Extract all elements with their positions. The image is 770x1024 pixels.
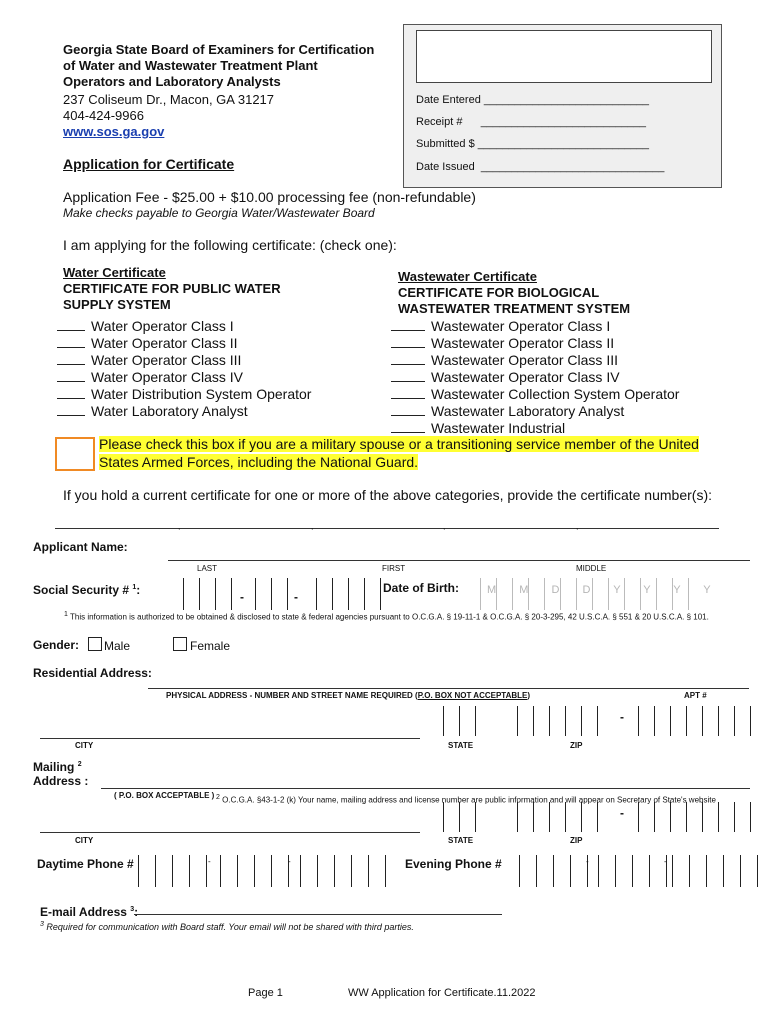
wastewater-option[interactable]: Wastewater Operator Class II [391, 335, 679, 352]
checks-payable: Make checks payable to Georgia Water/Wastewater Board [63, 206, 375, 220]
water-option[interactable]: Water Operator Class IV [57, 369, 311, 386]
phone-dash: - [664, 857, 667, 866]
mailing-address-label: Mailing $^2$ Address : [33, 760, 89, 788]
applicant-name-line[interactable] [168, 560, 750, 561]
page-number: Page 1 [248, 987, 283, 999]
city-line[interactable] [40, 738, 420, 739]
check-blank[interactable] [391, 386, 425, 399]
receipt-field: Receipt # ___________________________ [416, 116, 646, 128]
footnote-1: $^1$ This information is authorized to be obtained & disclosed to state & federal agencies pursuant to O.C.G.A. § 19-11-1 & O.C.G.A. § 20-3-295, 42 U.S.C.A. § 551 & 20 U.S.C.A. § 101. [64, 611, 709, 622]
male-label: Male [104, 639, 131, 653]
daytime-prefix-boxes[interactable] [220, 855, 289, 887]
water-option[interactable]: Water Distribution System Operator [57, 386, 311, 403]
ssn-dash: - [240, 590, 244, 604]
submitted-field: Submitted $ ____________________________ [416, 138, 650, 150]
board-name: Georgia State Board of Examiners for Certification of Water and Wastewater Treatment Plant Operators and Laboratory Analysts [63, 42, 375, 89]
board-phone: 404-424-9966 [63, 108, 144, 123]
date-issued-field: Date Issued ______________________________ [416, 161, 665, 173]
cert-separator: , [443, 522, 446, 531]
gender-label: Gender: [33, 638, 80, 652]
ssn-boxes-1[interactable] [183, 578, 232, 610]
dob-label: Date of Birth: [383, 581, 459, 595]
city-caption: CITY [75, 741, 94, 750]
document-code: WW Application for Certificate.11.2022 [348, 987, 536, 999]
state-boxes[interactable] [443, 706, 476, 736]
water-certificate-section: Water Certificate CERTIFICATE FOR PUBLIC WATER SUPPLY SYSTEM [63, 265, 281, 312]
footnote-3: $^3$ Required for communication with Board staff. Your email will not be shared with third parties. [40, 921, 414, 932]
ssn-dash: - [294, 590, 298, 604]
check-blank[interactable] [391, 318, 425, 331]
check-blank[interactable] [57, 403, 85, 416]
phone-dash: - [208, 857, 211, 866]
evening-line-boxes[interactable] [672, 855, 758, 887]
wastewater-option[interactable]: Wastewater Industrial [391, 420, 679, 437]
street-address-line[interactable] [148, 688, 749, 689]
dob-placeholder: M M D D Y Y Y Y [487, 584, 721, 596]
check-blank[interactable] [57, 352, 85, 365]
male-checkbox[interactable] [88, 637, 102, 651]
zip-dash: - [620, 710, 624, 724]
zip-caption: ZIP [570, 836, 583, 845]
wastewater-option[interactable]: Wastewater Operator Class III [391, 352, 679, 369]
cert-separator: , [576, 522, 579, 531]
applying-instructions: I am applying for the following certificate: (check one): [63, 237, 397, 253]
phone-dash: - [288, 857, 291, 866]
mailing-zip-ext-boxes[interactable] [638, 802, 751, 832]
evening-phone-label: Evening Phone # [405, 857, 502, 871]
residential-address-label: Residential Address: [33, 666, 152, 680]
first-name-caption: FIRST [382, 564, 406, 573]
mailing-state-boxes[interactable] [443, 802, 476, 832]
mailing-address-line[interactable] [101, 788, 750, 789]
military-statement: Please check this box if you are a military spouse or a transitioning service member of the United States Armed Forces, including the National Guard. [99, 436, 699, 470]
board-address: 237 Coliseum Dr., Macon, GA 31217 [63, 92, 275, 107]
email-input-line[interactable] [134, 914, 502, 915]
office-stamp-area [416, 30, 712, 83]
wastewater-option[interactable]: Wastewater Collection System Operator [391, 386, 679, 403]
female-label: Female [190, 639, 231, 653]
check-blank[interactable] [57, 318, 85, 331]
zip-caption: ZIP [570, 741, 583, 750]
female-checkbox[interactable] [173, 637, 187, 651]
check-blank[interactable] [57, 386, 85, 399]
ssn-boxes-3[interactable] [316, 578, 381, 610]
daytime-area-boxes[interactable] [138, 855, 207, 887]
water-option[interactable]: Water Operator Class III [57, 352, 311, 369]
daytime-phone-label: Daytime Phone # [37, 857, 134, 871]
check-blank[interactable] [391, 352, 425, 365]
street-caption: PHYSICAL ADDRESS - NUMBER AND STREET NAME REQUIRED (P.O. BOX NOT ACCEPTABLE) [166, 691, 531, 700]
footnote-2: $^2$ O.C.G.A. §43-1-2 (k) Your name, mailing address and license number are public information and will appear on Secretary of State's website [216, 794, 716, 805]
wastewater-option[interactable]: Wastewater Laboratory Analyst [391, 403, 679, 420]
military-checkbox[interactable] [55, 437, 95, 471]
email-label: E-mail Address $^3$: [40, 905, 139, 919]
middle-name-caption: MIDDLE [576, 564, 607, 573]
mailing-zip-boxes[interactable] [517, 802, 598, 832]
zip-boxes[interactable] [517, 706, 598, 736]
form-title: Application for Certificate [63, 156, 235, 172]
last-name-caption: LAST [197, 564, 218, 573]
mailing-city-line[interactable] [40, 832, 420, 833]
board-website-link[interactable]: www.sos.ga.gov [63, 124, 165, 139]
water-option[interactable]: Water Laboratory Analyst [57, 403, 311, 420]
check-blank[interactable] [57, 335, 85, 348]
wastewater-option[interactable]: Wastewater Operator Class IV [391, 369, 679, 386]
evening-area-boxes[interactable] [519, 855, 588, 887]
cert-separator: , [178, 522, 181, 531]
zip-ext-boxes[interactable] [638, 706, 751, 736]
ssn-boxes-2[interactable] [255, 578, 288, 610]
apt-caption: APT # [684, 691, 707, 700]
check-blank[interactable] [391, 369, 425, 382]
evening-prefix-boxes[interactable] [598, 855, 667, 887]
check-blank[interactable] [57, 369, 85, 382]
applicant-name-label: Applicant Name: [33, 540, 128, 554]
city-caption: CITY [75, 836, 94, 845]
check-blank[interactable] [391, 403, 425, 416]
po-box-acceptable: ( P.O. BOX ACCEPTABLE ) [114, 791, 215, 800]
certificate-numbers-line[interactable] [55, 528, 719, 529]
water-options [57, 318, 311, 420]
application-fee: Application Fee - $25.00 + $10.00 processing fee (non-refundable) [63, 189, 476, 205]
check-blank[interactable] [391, 420, 425, 433]
wastewater-option[interactable]: Wastewater Operator Class I [391, 318, 679, 335]
zip-dash: - [620, 806, 624, 820]
daytime-line-boxes[interactable] [300, 855, 386, 887]
phone-dash: - [586, 857, 589, 866]
state-caption: STATE [448, 741, 474, 750]
wastewater-certificate-section: Wastewater Certificate CERTIFICATE FOR BIOLOGICAL WASTEWATER TREATMENT SYSTEM [398, 269, 631, 316]
current-certificate-prompt: If you hold a current certificate for one or more of the above categories, provide the certificate number(s): [63, 487, 712, 503]
date-entered-field: Date Entered ___________________________ [416, 94, 650, 106]
water-option[interactable]: Water Operator Class II [57, 335, 311, 352]
water-option[interactable]: Water Operator Class I [57, 318, 311, 335]
cert-separator: , [311, 522, 314, 531]
ssn-label: Social Security # $^1$: [33, 583, 141, 597]
state-caption: STATE [448, 836, 474, 845]
check-blank[interactable] [391, 335, 425, 348]
wastewater-options [391, 318, 679, 437]
